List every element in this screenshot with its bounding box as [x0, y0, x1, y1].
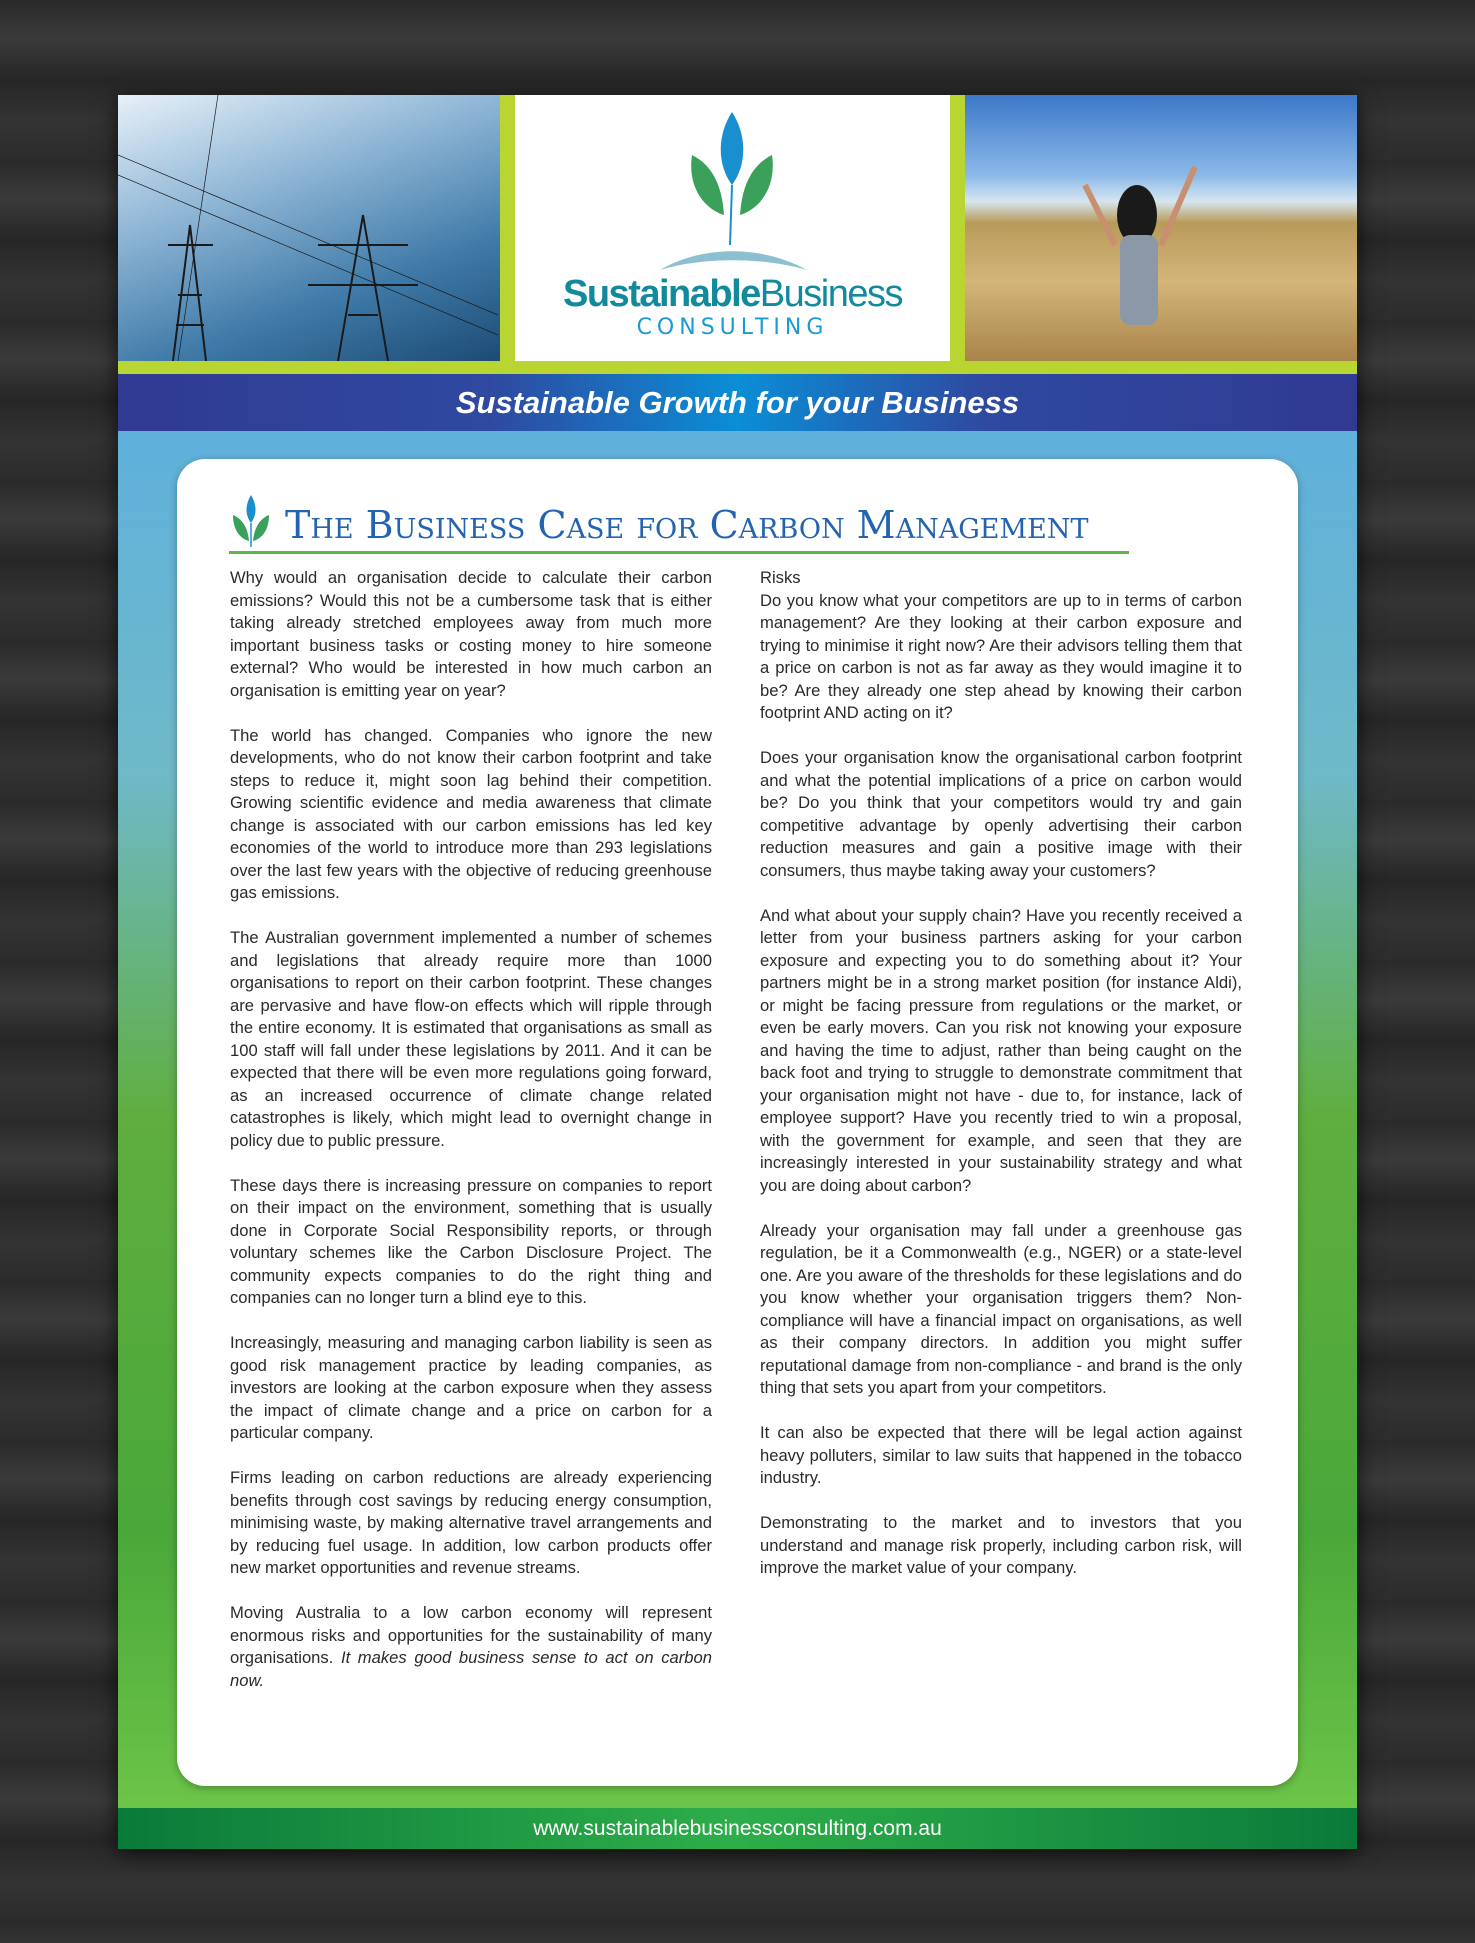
paragraph: Do you know what your competitors are up to in terms of carbon management? Are they looking at their carbon exposure and trying to minimise it right now? Are their advisors telling them that a price on carbon is not as far away as they would imagine it to be? Are they already one step ahead by knowing their carbon footprint AND acting on it?: [760, 590, 1242, 722]
closing-paragraph: [230, 1602, 712, 1692]
leaf-icon: [229, 493, 273, 547]
power-lines-photo: [118, 95, 500, 361]
title-text: The Business Case for Carbon Management: [285, 503, 1089, 547]
section-title: [229, 493, 1129, 554]
paragraph: Firms leading on carbon reductions are already experiencing benefits through cost savings by reducing energy consumption, minimising waste, by making alternative travel arrangements and by reducing fuel usage. In addition, low carbon products offer new market opportunities and revenue streams.: [230, 1468, 712, 1577]
brand-sub: CONSULTING: [636, 315, 829, 340]
content-card: [177, 459, 1298, 1786]
tagline: Sustainable Growth for your Business: [118, 374, 1357, 431]
company-logo: [515, 95, 950, 361]
pylon-icon: [118, 95, 500, 361]
paragraph: Already your organisation may fall under a greenhouse gas regulation, be it a Commonwealth (e.g., NGER) or a state-level one. Are you aware of the thresholds for these legislations and do you know whether your organisation triggers them? Non-compliance will have a financial impact on organisations, as well as their company directors. In addition you might suffer reputational damage from non-compliance - and brand is the only thing that sets you apart from your competitors.: [760, 1220, 1242, 1397]
paragraph: These days there is increasing pressure on companies to report on their impact on the environment, something that is usually done in Corporate Social Responsibility reports, or through voluntary schemes like the Carbon Disclosure Project. The community expects companies to do the right thing and companies can no longer turn a blind eye to this.: [230, 1175, 712, 1307]
flyer: [118, 95, 1357, 1849]
brand-light: Business: [759, 273, 902, 315]
paragraph: Does your organisation know the organisational carbon footprint and what the potential implications of a price on carbon would be? Do you think that your competitors would try and gain competitive advantage by openly advertising their carbon reduction measures and gain a positive image with their consumers, thus maybe taking away your customers?: [760, 748, 1242, 880]
risks-heading: Risks: [760, 568, 801, 587]
paragraph: And what about your supply chain? Have you recently received a letter from your business partners asking for your carbon exposure and expecting you to do something about it? Your partners might be in a strong market position (for instance Aldi), or might be facing pressure from regulations or the market, or even be early movers. Can you risk not knowing your exposure and having the time to adjust, rather than being caught on the back foot and trying to struggle to demonstrate commitment that your organisation might not have - due to, for instance, lack of employee support? Have you recently tried to win a proposal, with the government for example, and seen that they are increasingly interested in your sustainability strategy and what you are doing about carbon?: [760, 905, 1242, 1195]
accent-stripe: [118, 361, 1357, 374]
right-column: [760, 567, 1242, 1602]
header: [118, 95, 1357, 361]
closing-text: Moving Australia to a low carbon economy will represent enormous risks and opportunities for the sustainability of many organisations.: [230, 1603, 712, 1667]
leaf-logo-icon: [632, 105, 832, 275]
woman-figure-icon: [965, 95, 1357, 361]
paragraph: The Australian government implemented a number of schemes and legislations that already require more than 1000 organisations to report on their carbon footprint. These changes are pervasive and have flow-on effects which will ripple through the entire economy. It is estimated that organisations as small as 100 staff will fall under these legislations by 2011. And it can be expected that there will be even more regulations going forward, as an increased occurrence of climate change related catastrophes is likely, which might lead to overnight change in policy due to public pressure.: [230, 928, 712, 1150]
paragraph: The world has changed. Companies who ignore the new developments, who do not know their carbon footprint and take steps to reduce it, might soon lag behind their competition. Growing scientific evidence and media awareness that climate change is associated with our carbon emissions has led key economies of the world to introduce more than 293 legislations over the last few years with the objective of reducing greenhouse gas emissions.: [230, 725, 712, 902]
wheat-field-photo: [965, 95, 1357, 361]
brand-bold: Sustainable: [563, 273, 760, 315]
website-link[interactable]: www.sustainablebusinessconsulting.com.au: [118, 1808, 1357, 1849]
left-column: [230, 567, 712, 1715]
paragraph: Demonstrating to the market and to investors that you understand and manage risk properly, including carbon risk, will improve the market value of your company.: [760, 1513, 1242, 1577]
brand-name: [515, 273, 950, 316]
paragraph: Why would an organisation decide to calculate their carbon emissions? Would this not be a cumbersome task that is either taking already stretched employees away from much more important business tasks or costing money to hire someone external? Who would be interested in how much carbon an organisation is emitting year on year?: [230, 568, 712, 700]
closing-italic: It makes good business sense to act on carbon now.: [230, 1648, 712, 1690]
paragraph: It can also be expected that there will be legal action against heavy polluters, similar to law suits that happened in the tobacco industry.: [760, 1423, 1242, 1487]
paragraph: Increasingly, measuring and managing carbon liability is seen as good risk management practice by leading companies, as investors are looking at the carbon exposure when they assess the impact of climate change and a price on carbon for a particular company.: [230, 1333, 712, 1442]
